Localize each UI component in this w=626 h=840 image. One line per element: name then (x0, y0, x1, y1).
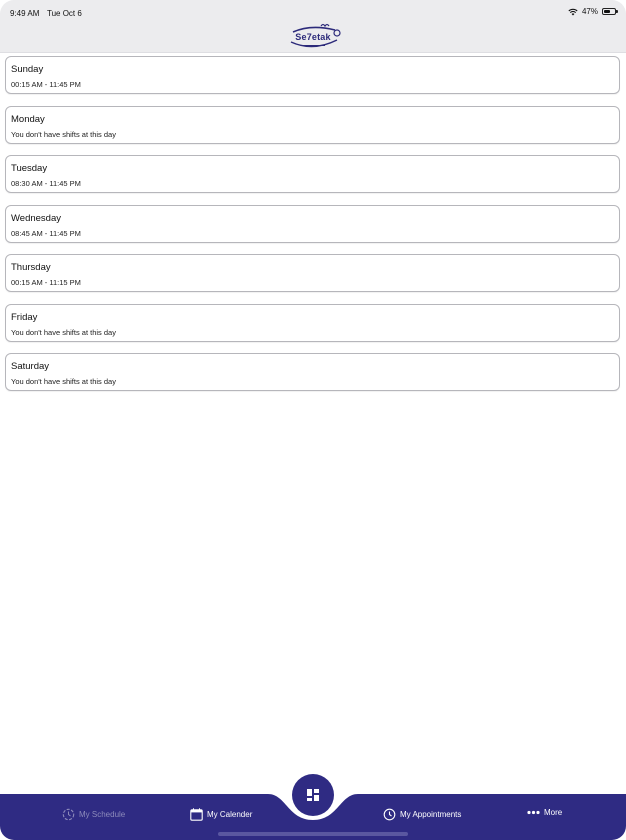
day-card-wednesday[interactable] (5, 205, 620, 243)
battery-percent: 47% (581, 7, 598, 16)
calendar-icon (190, 808, 203, 821)
day-hours: 00:15 AM - 11:15 PM (11, 278, 81, 287)
status-time: 9:49 AM (10, 9, 40, 18)
schedule-list (5, 56, 620, 403)
tab-label: My Schedule (79, 810, 126, 819)
day-name: Thursday (11, 262, 51, 273)
day-name: Saturday (11, 361, 50, 372)
day-hours: 00:15 AM - 11:45 PM (11, 80, 81, 89)
wifi-icon (568, 8, 578, 16)
day-hours: You don't have shifts at this day (11, 377, 116, 386)
day-card-thursday[interactable] (5, 254, 620, 292)
day-name: Tuesday (11, 163, 48, 174)
bottom-tab-bar (0, 794, 626, 840)
tab-my-appointments[interactable] (383, 808, 461, 821)
dashboard-icon (306, 788, 320, 802)
status-date: Tue Oct 6 (47, 9, 82, 18)
tab-more[interactable] (527, 808, 562, 817)
app-header (0, 20, 626, 53)
more-dots-icon (527, 810, 540, 815)
tab-my-calender[interactable] (190, 808, 252, 821)
day-card-monday[interactable] (5, 106, 620, 144)
tab-my-schedule[interactable] (62, 808, 125, 821)
day-hours: You don't have shifts at this day (11, 129, 116, 139)
tab-label: My Calender (207, 810, 253, 819)
day-card-friday[interactable] (5, 304, 620, 342)
day-card-saturday[interactable] (5, 353, 620, 391)
day-name: Monday (11, 113, 45, 125)
day-name: Wednesday (11, 212, 61, 224)
center-dashboard-button[interactable] (292, 774, 334, 816)
logo-text: Se7etak (295, 32, 331, 42)
status-bar (0, 0, 626, 20)
home-indicator[interactable] (218, 832, 408, 836)
day-name: Friday (11, 311, 38, 323)
status-right (568, 7, 616, 16)
day-hours: 08:45 AM - 11:45 PM (11, 228, 81, 238)
day-card-tuesday[interactable] (5, 155, 620, 193)
battery-icon (602, 8, 616, 15)
day-name: Sunday (11, 64, 44, 75)
day-card-sunday[interactable] (5, 56, 620, 94)
tab-label: My Appointments (400, 810, 462, 819)
day-hours: 08:30 AM - 11:45 PM (11, 179, 81, 188)
day-hours: You don't have shifts at this day (11, 327, 116, 337)
schedule-icon (62, 808, 75, 821)
clock-icon (383, 808, 396, 821)
tab-label: More (544, 808, 563, 817)
